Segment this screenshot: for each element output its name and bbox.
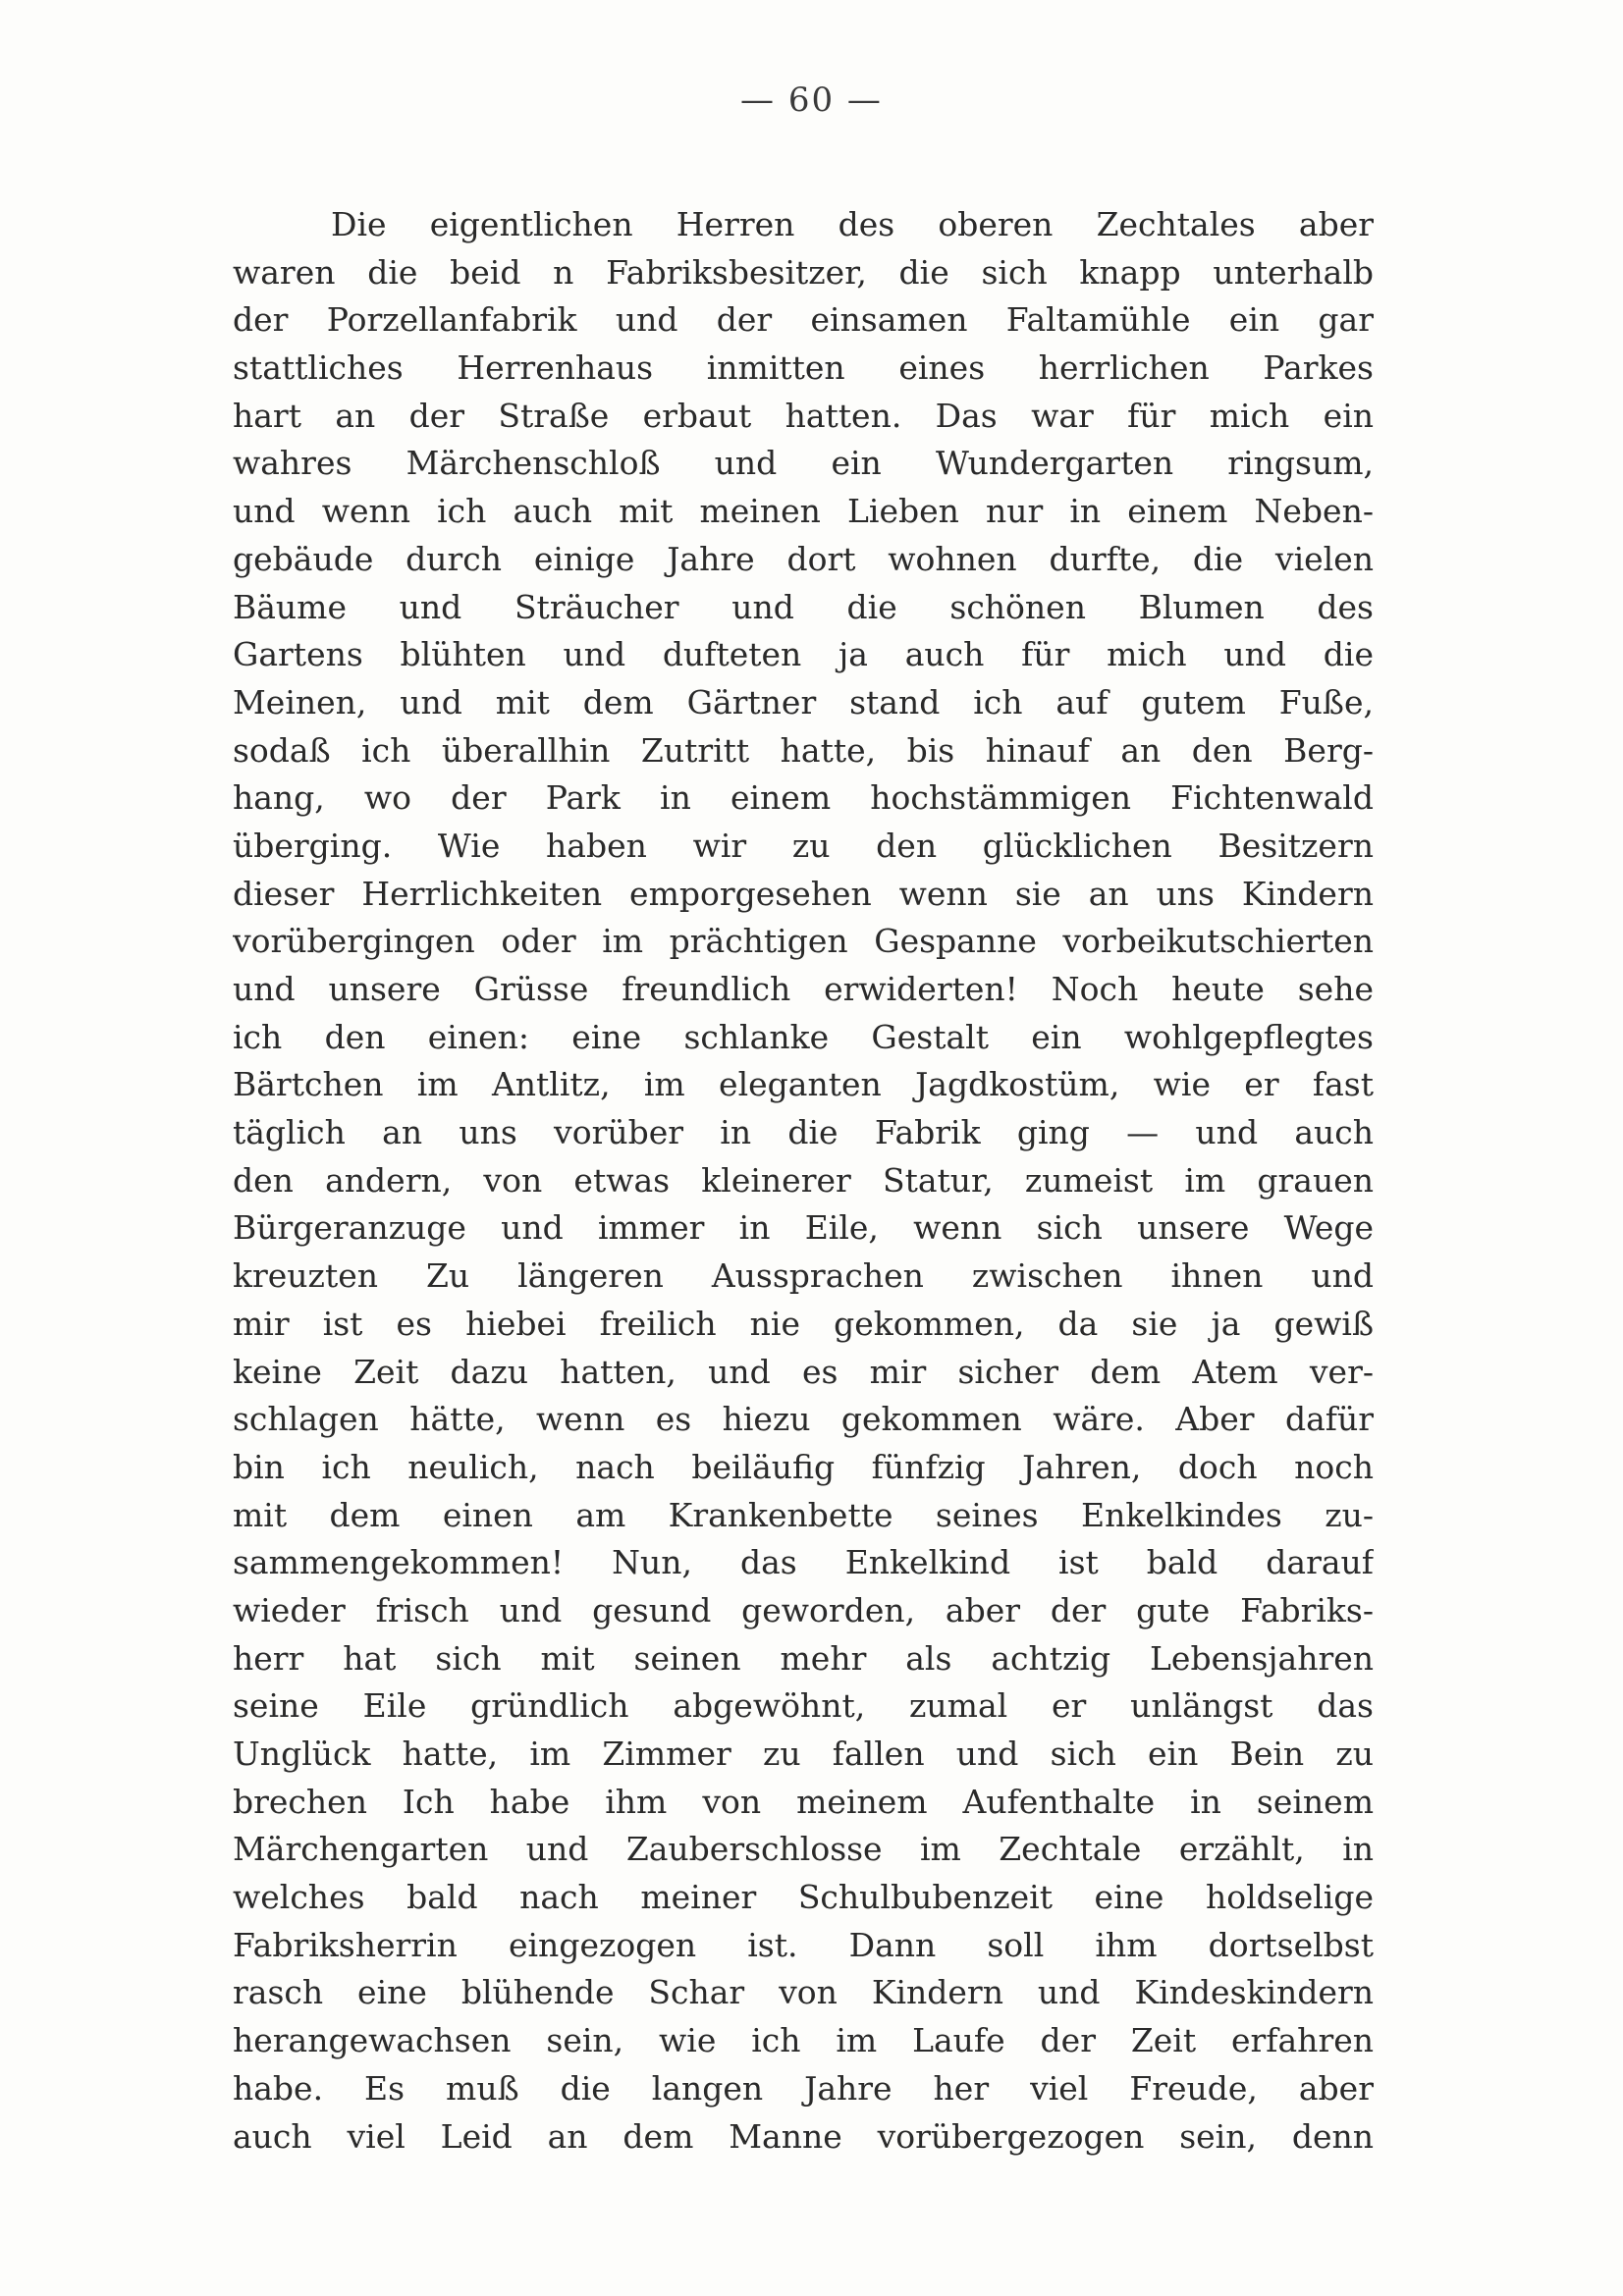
text-line: Bäume und Sträucher und die schönen Blumen des	[233, 587, 1374, 626]
text-line: herr hat sich mit seinen mehr als achtzig Lebensjahren	[233, 1638, 1374, 1678]
text-line: habe. Es muß die langen Jahre her viel Freude, aber	[233, 2068, 1374, 2108]
text-line: keine Zeit dazu hatten, und es mir sicher dem Atem ver-	[233, 1352, 1374, 1391]
page-number: — 60 —	[740, 80, 883, 120]
text-line: hang, wo der Park in einem hochstämmigen Fichtenwald	[233, 778, 1374, 818]
text-line: und wenn ich auch mit meinen Lieben nur in einem Neben-	[233, 492, 1374, 531]
text-line: rasch eine blühende Schar von Kindern und Kindeskindern	[233, 1973, 1374, 2012]
text-line: herangewachsen sein, wie ich im Laufe der Zeit erfahren	[233, 2021, 1374, 2060]
text-line: mir ist es hiebei freilich nie gekommen, da sie ja gewiß	[233, 1304, 1374, 1343]
text-line: ich den einen: eine schlanke Gestalt ein wohlgepflegtes	[233, 1017, 1374, 1056]
text-line: Unglück hatte, im Zimmer zu fallen und sich ein Bein zu	[233, 1735, 1374, 1773]
text-line: wieder frisch und gesund geworden, aber der gute Fabriks-	[233, 1590, 1374, 1629]
text-line: seine Eile gründlich abgewöhnt, zumal er unlängst das	[233, 1686, 1374, 1726]
text-line: und unsere Grüsse freundlich erwiderten! Noch heute sehe	[233, 970, 1374, 1008]
text-line: gebäude durch einige Jahre dort wohnen durfte, die vielen	[233, 539, 1374, 578]
text-line: waren die beid n Fabriksbesitzer, die sich knapp unterhalb	[233, 252, 1374, 292]
body-text	[233, 201, 1374, 2161]
text-line: der Porzellanfabrik und der einsamen Faltamühle ein gar	[233, 300, 1374, 340]
text-line: hart an der Straße erbaut hatten. Das war für mich ein	[233, 396, 1374, 435]
text-line: Meinen, und mit dem Gärtner stand ich auf gutem Fuße,	[233, 682, 1374, 721]
text-line: mit dem einen am Krankenbette seines Enkelkindes zu-	[233, 1495, 1374, 1534]
text-line: Die eigentlichen Herren des oberen Zechtales aber	[331, 205, 1374, 243]
text-line: bin ich neulich, nach beiläufig fünfzig Jahren, doch noch	[233, 1447, 1374, 1486]
text-line: Bürgeranzuge und immer in Eile, wenn sich unsere Wege	[233, 1208, 1374, 1248]
text-line: Fabriksherrin eingezogen ist. Dann soll ihm dortselbst	[233, 1925, 1374, 1964]
text-line: überging. Wie haben wir zu den glücklichen Besitzern	[233, 826, 1374, 865]
text-line: welches bald nach meiner Schulbubenzeit eine holdselige	[233, 1878, 1374, 1917]
text-line: sammengekommen! Nun, das Enkelkind ist bald darauf	[233, 1543, 1374, 1582]
text-line: stattliches Herrenhaus inmitten eines herrlichen Parkes	[233, 348, 1374, 388]
text-line: auch viel Leid an dem Manne vorübergezogen sein, denn	[233, 2116, 1374, 2156]
text-line: Bärtchen im Antlitz, im eleganten Jagdkostüm, wie er fast	[233, 1065, 1374, 1104]
text-line: schlagen hätte, wenn es hiezu gekommen wäre. Aber dafür	[233, 1400, 1374, 1439]
text-line: dieser Herrlichkeiten emporgesehen wenn sie an uns Kindern	[233, 874, 1374, 913]
text-line: den andern, von etwas kleinerer Statur, zumeist im grauen	[233, 1160, 1374, 1200]
text-line: vorübergingen oder im prächtigen Gespanne vorbeikutschierten	[233, 922, 1374, 961]
text-line: sodaß ich überallhin Zutritt hatte, bis hinauf an den Berg-	[233, 730, 1374, 770]
text-line: kreuzten Zu längeren Aussprachen zwischen ihnen und	[233, 1256, 1374, 1296]
text-line: Märchengarten und Zauberschlosse im Zechtale erzählt, in	[233, 1830, 1374, 1869]
text-line: täglich an uns vorüber in die Fabrik ging — und auch	[233, 1113, 1374, 1152]
text-line: Gartens blühten und dufteten ja auch für mich und die	[233, 635, 1374, 674]
text-line: wahres Märchenschloß und ein Wundergarten ringsum,	[233, 444, 1374, 483]
text-line: brechen Ich habe ihm von meinem Aufenthalte in seinem	[233, 1782, 1374, 1821]
